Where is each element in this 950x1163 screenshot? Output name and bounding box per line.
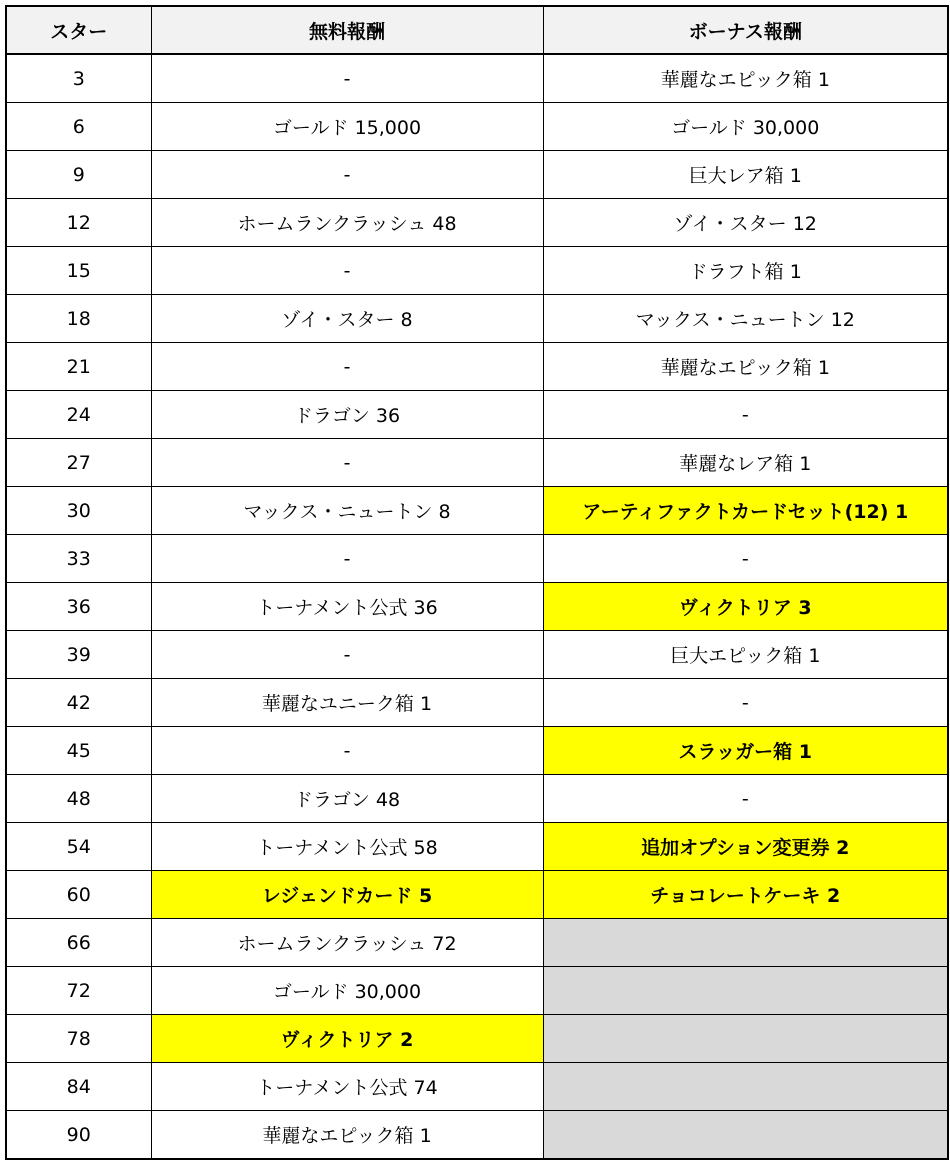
bonus-reward-cell: ヴィクトリア 3 xyxy=(543,583,948,631)
bonus-reward-cell: ドラフト箱 1 xyxy=(543,247,948,295)
table-row xyxy=(6,247,948,295)
free-reward-cell: - xyxy=(151,247,543,295)
table-row xyxy=(6,535,948,583)
bonus-reward-cell: - xyxy=(543,535,948,583)
header-bonus-reward: ボーナス報酬 xyxy=(543,6,948,54)
table-row xyxy=(6,967,948,1015)
free-reward-cell: 華麗なエピック箱 1 xyxy=(151,1111,543,1160)
bonus-reward-cell: 華麗なエピック箱 1 xyxy=(543,54,948,103)
star-cell: 54 xyxy=(6,823,151,871)
free-reward-cell: レジェンドカード 5 xyxy=(151,871,543,919)
star-cell: 18 xyxy=(6,295,151,343)
star-cell: 12 xyxy=(6,199,151,247)
header-row xyxy=(6,6,948,54)
table-row xyxy=(6,199,948,247)
bonus-reward-cell: 華麗なレア箱 1 xyxy=(543,439,948,487)
table-row xyxy=(6,679,948,727)
bonus-reward-cell xyxy=(543,919,948,967)
star-cell: 15 xyxy=(6,247,151,295)
table-row xyxy=(6,391,948,439)
free-reward-cell: ゴールド 15,000 xyxy=(151,103,543,151)
star-cell: 21 xyxy=(6,343,151,391)
star-cell: 27 xyxy=(6,439,151,487)
star-cell: 39 xyxy=(6,631,151,679)
free-reward-cell: トーナメント公式 36 xyxy=(151,583,543,631)
table-row xyxy=(6,727,948,775)
bonus-reward-cell: アーティファクトカードセット(12) 1 xyxy=(543,487,948,535)
bonus-reward-cell: スラッガー箱 1 xyxy=(543,727,948,775)
table-row xyxy=(6,343,948,391)
table-row xyxy=(6,775,948,823)
table-row xyxy=(6,151,948,199)
table-row xyxy=(6,871,948,919)
free-reward-cell: ヴィクトリア 2 xyxy=(151,1015,543,1063)
rewards-table xyxy=(5,5,949,1160)
header-star: スター xyxy=(6,6,151,54)
free-reward-cell: ドラゴン 36 xyxy=(151,391,543,439)
table-row xyxy=(6,919,948,967)
free-reward-cell: - xyxy=(151,54,543,103)
bonus-reward-cell: 巨大エピック箱 1 xyxy=(543,631,948,679)
star-cell: 3 xyxy=(6,54,151,103)
table-row xyxy=(6,823,948,871)
bonus-reward-cell: 巨大レア箱 1 xyxy=(543,151,948,199)
free-reward-cell: - xyxy=(151,439,543,487)
star-cell: 72 xyxy=(6,967,151,1015)
bonus-reward-cell: マックス・ニュートン 12 xyxy=(543,295,948,343)
free-reward-cell: トーナメント公式 58 xyxy=(151,823,543,871)
table-row xyxy=(6,295,948,343)
star-cell: 66 xyxy=(6,919,151,967)
star-cell: 90 xyxy=(6,1111,151,1160)
free-reward-cell: ドラゴン 48 xyxy=(151,775,543,823)
free-reward-cell: 華麗なユニーク箱 1 xyxy=(151,679,543,727)
star-cell: 78 xyxy=(6,1015,151,1063)
free-reward-cell: マックス・ニュートン 8 xyxy=(151,487,543,535)
star-cell: 42 xyxy=(6,679,151,727)
bonus-reward-cell xyxy=(543,1015,948,1063)
table-row xyxy=(6,103,948,151)
bonus-reward-cell: 華麗なエピック箱 1 xyxy=(543,343,948,391)
bonus-reward-cell: 追加オプション変更券 2 xyxy=(543,823,948,871)
table-row xyxy=(6,1111,948,1160)
bonus-reward-cell: チョコレートケーキ 2 xyxy=(543,871,948,919)
free-reward-cell: - xyxy=(151,343,543,391)
header-free-reward: 無料報酬 xyxy=(151,6,543,54)
table-row xyxy=(6,1063,948,1111)
table-row xyxy=(6,54,948,103)
free-reward-cell: - xyxy=(151,727,543,775)
bonus-reward-cell: - xyxy=(543,775,948,823)
free-reward-cell: ゴールド 30,000 xyxy=(151,967,543,1015)
bonus-reward-cell: - xyxy=(543,391,948,439)
free-reward-cell: トーナメント公式 74 xyxy=(151,1063,543,1111)
free-reward-cell: - xyxy=(151,631,543,679)
star-cell: 33 xyxy=(6,535,151,583)
star-cell: 24 xyxy=(6,391,151,439)
free-reward-cell: ホームランクラッシュ 48 xyxy=(151,199,543,247)
free-reward-cell: ホームランクラッシュ 72 xyxy=(151,919,543,967)
star-cell: 36 xyxy=(6,583,151,631)
star-cell: 84 xyxy=(6,1063,151,1111)
bonus-reward-cell: ゴールド 30,000 xyxy=(543,103,948,151)
table-row xyxy=(6,1015,948,1063)
free-reward-cell: ゾイ・スター 8 xyxy=(151,295,543,343)
star-cell: 30 xyxy=(6,487,151,535)
table-row xyxy=(6,583,948,631)
star-cell: 9 xyxy=(6,151,151,199)
bonus-reward-cell xyxy=(543,1111,948,1160)
table-row xyxy=(6,631,948,679)
star-cell: 6 xyxy=(6,103,151,151)
table-row xyxy=(6,487,948,535)
star-cell: 60 xyxy=(6,871,151,919)
star-cell: 48 xyxy=(6,775,151,823)
table-row xyxy=(6,439,948,487)
bonus-reward-cell xyxy=(543,967,948,1015)
free-reward-cell: - xyxy=(151,151,543,199)
bonus-reward-cell xyxy=(543,1063,948,1111)
bonus-reward-cell: - xyxy=(543,679,948,727)
bonus-reward-cell: ゾイ・スター 12 xyxy=(543,199,948,247)
star-cell: 45 xyxy=(6,727,151,775)
free-reward-cell: - xyxy=(151,535,543,583)
